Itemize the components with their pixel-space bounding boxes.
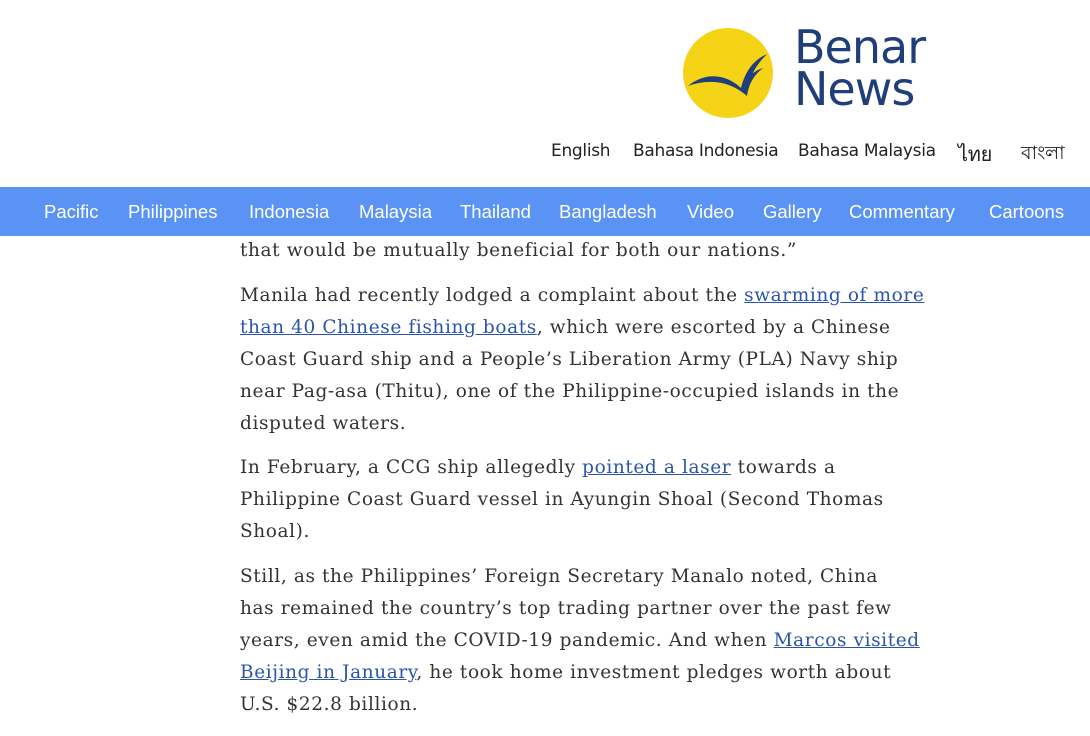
language-thai[interactable]: ไทย [958,142,993,166]
link-text: than 40 Chinese fishing boats [240,317,537,338]
text-line: Shoal). [240,521,310,542]
nav-philippines[interactable]: Philippines [128,201,218,222]
text-line: that would be mutually beneficial for both our nations.” [240,240,797,261]
article-paragraph-0 [240,236,797,267]
language-bangla[interactable]: বাংলা [1021,142,1065,164]
text-run: , which were escorted by a Chinese [536,317,891,338]
nav-bangladesh[interactable]: Bangladesh [559,201,657,222]
link-text: swarming of more [744,285,925,306]
article-paragraph-1 [240,280,924,440]
logo-line-2: News [794,62,915,116]
text-line: U.S. $22.8 billion. [240,694,419,715]
text-run: , he took home investment pledges worth about [416,662,892,683]
text-line: Philippine Coast Guard vessel in Ayungin Shoal (Second Thomas [240,489,884,510]
link-pointed-a-laser[interactable]: pointed a laser [582,457,732,478]
nav-thailand[interactable]: Thailand [460,201,531,222]
article-body [240,236,1040,736]
logo-bird-icon [683,28,773,118]
text-run: towards a [731,457,836,478]
article-paragraph-3 [240,561,920,721]
language-bahasa-malaysia[interactable]: Bahasa Malaysia [798,141,936,161]
logo-wordmark [794,20,926,116]
language-english[interactable]: English [551,141,611,161]
text-run: Manila had recently lodged a complaint about the [240,285,745,306]
link-text: Marcos visited [773,630,920,651]
text-run: years, even amid the COVID-19 pandemic. And when [240,630,774,651]
nav-pacific[interactable]: Pacific [44,201,99,222]
text-line: has remained the country’s top trading partner over the past few [240,598,892,619]
language-selector [0,141,1090,167]
nav-gallery[interactable]: Gallery [763,201,822,222]
text-line: Still, as the Philippines’ Foreign Secretary Manalo noted, China [240,566,878,587]
text-line: near Pag-asa (Thitu), one of the Philippine-occupied islands in the [240,381,900,402]
nav-indonesia[interactable]: Indonesia [249,201,330,222]
article-paragraph-2 [240,452,884,548]
nav-commentary[interactable]: Commentary [849,201,955,222]
logo-line-1: Benar [794,20,926,74]
language-bahasa-indonesia[interactable]: Bahasa Indonesia [633,141,779,161]
text-line: disputed waters. [240,413,407,434]
nav-cartoons[interactable]: Cartoons [989,201,1065,222]
main-nav [0,187,1090,236]
nav-malaysia[interactable]: Malaysia [359,201,432,222]
link-text: Beijing in January [240,662,417,683]
nav-video[interactable]: Video [687,201,734,222]
text-line: Coast Guard ship and a People’s Liberation Army (PLA) Navy ship [240,349,899,370]
text-run: In February, a CCG ship allegedly [240,457,583,478]
benarnews-logo[interactable] [683,20,953,120]
